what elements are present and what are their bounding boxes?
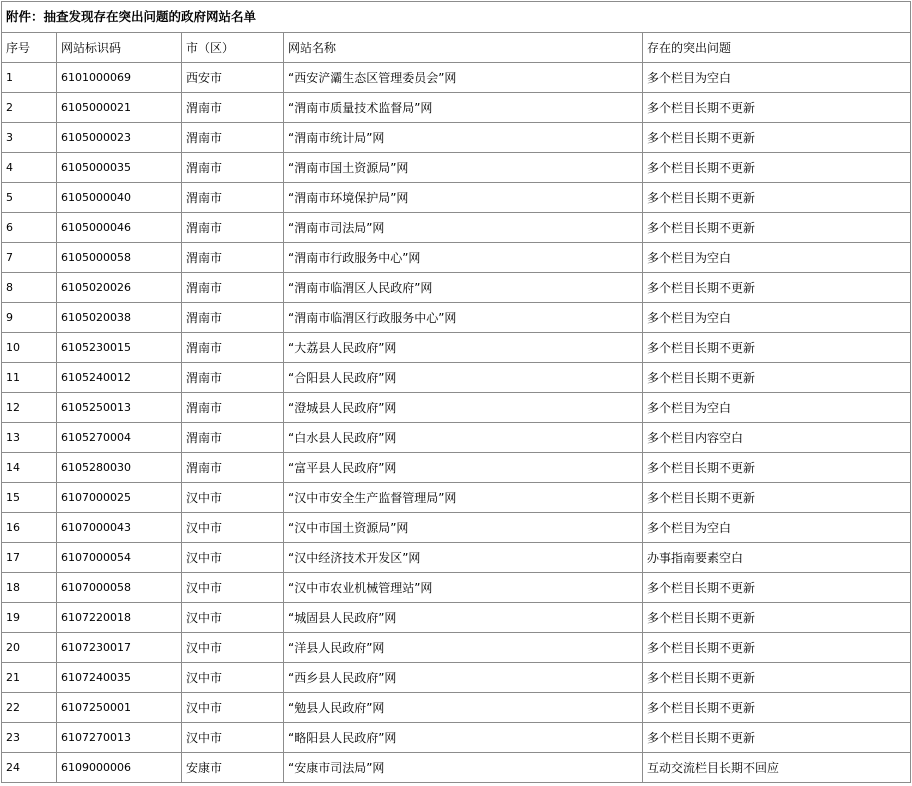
problem-cell: 多个栏目长期不更新 xyxy=(643,573,911,603)
city-cell: 汉中市 xyxy=(182,543,284,573)
city-cell: 渭南市 xyxy=(182,183,284,213)
site-code-cell: 6105020038 xyxy=(57,303,182,333)
table-row xyxy=(2,303,911,333)
header-row xyxy=(2,33,911,63)
problem-cell: 多个栏目内容空白 xyxy=(643,423,911,453)
table-row xyxy=(2,483,911,513)
table-row xyxy=(2,123,911,153)
serial-cell: 18 xyxy=(2,573,57,603)
serial-cell: 4 xyxy=(2,153,57,183)
serial-cell: 2 xyxy=(2,93,57,123)
problem-cell: 多个栏目为空白 xyxy=(643,63,911,93)
site-code-cell: 6105000021 xyxy=(57,93,182,123)
city-cell: 渭南市 xyxy=(182,123,284,153)
table-row xyxy=(2,363,911,393)
problem-cell: 多个栏目长期不更新 xyxy=(643,633,911,663)
serial-cell: 12 xyxy=(2,393,57,423)
problem-cell: 多个栏目长期不更新 xyxy=(643,453,911,483)
problem-cell: 多个栏目为空白 xyxy=(643,393,911,423)
serial-cell: 19 xyxy=(2,603,57,633)
problem-cell: 多个栏目为空白 xyxy=(643,303,911,333)
table-row xyxy=(2,273,911,303)
problem-cell: 互动交流栏目长期不回应 xyxy=(643,753,911,783)
table-row xyxy=(2,423,911,453)
site-name-cell: “安康市司法局”网 xyxy=(284,753,643,783)
site-name-cell: “大荔县人民政府”网 xyxy=(284,333,643,363)
city-cell: 汉中市 xyxy=(182,633,284,663)
site-code-cell: 6107000058 xyxy=(57,573,182,603)
site-code-cell: 6105230015 xyxy=(57,333,182,363)
site-code-cell: 6107000025 xyxy=(57,483,182,513)
site-name-cell: “澄城县人民政府”网 xyxy=(284,393,643,423)
table-row xyxy=(2,453,911,483)
problem-cell: 多个栏目长期不更新 xyxy=(643,333,911,363)
city-cell: 渭南市 xyxy=(182,363,284,393)
serial-cell: 24 xyxy=(2,753,57,783)
serial-cell: 15 xyxy=(2,483,57,513)
serial-cell: 5 xyxy=(2,183,57,213)
problem-cell: 多个栏目长期不更新 xyxy=(643,153,911,183)
site-name-cell: “渭南市临渭区行政服务中心”网 xyxy=(284,303,643,333)
header-city: 市（区） xyxy=(182,33,284,63)
serial-cell: 8 xyxy=(2,273,57,303)
site-name-cell: “洋县人民政府”网 xyxy=(284,633,643,663)
site-name-cell: “渭南市统计局”网 xyxy=(284,123,643,153)
city-cell: 渭南市 xyxy=(182,393,284,423)
site-code-cell: 6107000054 xyxy=(57,543,182,573)
table-row xyxy=(2,93,911,123)
site-name-cell: “白水县人民政府”网 xyxy=(284,423,643,453)
table-row xyxy=(2,153,911,183)
serial-cell: 1 xyxy=(2,63,57,93)
header-problem: 存在的突出问题 xyxy=(643,33,911,63)
serial-cell: 9 xyxy=(2,303,57,333)
city-cell: 渭南市 xyxy=(182,423,284,453)
header-serial: 序号 xyxy=(2,33,57,63)
city-cell: 汉中市 xyxy=(182,663,284,693)
city-cell: 渭南市 xyxy=(182,333,284,363)
city-cell: 汉中市 xyxy=(182,723,284,753)
city-cell: 渭南市 xyxy=(182,153,284,183)
serial-cell: 3 xyxy=(2,123,57,153)
title-row xyxy=(2,2,911,33)
serial-cell: 13 xyxy=(2,423,57,453)
city-cell: 汉中市 xyxy=(182,483,284,513)
site-name-cell: “富平县人民政府”网 xyxy=(284,453,643,483)
site-code-cell: 6105020026 xyxy=(57,273,182,303)
site-name-cell: “城固县人民政府”网 xyxy=(284,603,643,633)
table-row xyxy=(2,63,911,93)
table-row xyxy=(2,543,911,573)
site-code-cell: 6105000046 xyxy=(57,213,182,243)
city-cell: 安康市 xyxy=(182,753,284,783)
site-code-cell: 6107240035 xyxy=(57,663,182,693)
table-row xyxy=(2,663,911,693)
problem-cell: 多个栏目为空白 xyxy=(643,513,911,543)
site-code-cell: 6105000058 xyxy=(57,243,182,273)
city-cell: 汉中市 xyxy=(182,573,284,603)
serial-cell: 22 xyxy=(2,693,57,723)
problem-cell: 多个栏目长期不更新 xyxy=(643,723,911,753)
site-code-cell: 6105270004 xyxy=(57,423,182,453)
problem-cell: 办事指南要素空白 xyxy=(643,543,911,573)
problem-cell: 多个栏目长期不更新 xyxy=(643,123,911,153)
site-code-cell: 6105000023 xyxy=(57,123,182,153)
serial-cell: 16 xyxy=(2,513,57,543)
problem-cell: 多个栏目长期不更新 xyxy=(643,93,911,123)
table-row xyxy=(2,753,911,783)
site-name-cell: “勉县人民政府”网 xyxy=(284,693,643,723)
document-title: 附件：抽查发现存在突出问题的政府网站名单 xyxy=(2,2,911,33)
site-name-cell: “渭南市国土资源局”网 xyxy=(284,153,643,183)
problem-cell: 多个栏目长期不更新 xyxy=(643,603,911,633)
site-name-cell: “汉中市国土资源局”网 xyxy=(284,513,643,543)
serial-cell: 20 xyxy=(2,633,57,663)
site-name-cell: “合阳县人民政府”网 xyxy=(284,363,643,393)
problem-websites-table xyxy=(1,1,911,783)
table-row xyxy=(2,633,911,663)
city-cell: 汉中市 xyxy=(182,603,284,633)
site-name-cell: “渭南市环境保护局”网 xyxy=(284,183,643,213)
problem-cell: 多个栏目长期不更新 xyxy=(643,183,911,213)
header-site-name: 网站名称 xyxy=(284,33,643,63)
table-row xyxy=(2,513,911,543)
city-cell: 西安市 xyxy=(182,63,284,93)
site-name-cell: “西安浐灞生态区管理委员会”网 xyxy=(284,63,643,93)
site-code-cell: 6107230017 xyxy=(57,633,182,663)
site-code-cell: 6109000006 xyxy=(57,753,182,783)
site-name-cell: “渭南市质量技术监督局”网 xyxy=(284,93,643,123)
serial-cell: 23 xyxy=(2,723,57,753)
site-name-cell: “渭南市司法局”网 xyxy=(284,213,643,243)
serial-cell: 6 xyxy=(2,213,57,243)
problem-cell: 多个栏目长期不更新 xyxy=(643,273,911,303)
table-row xyxy=(2,243,911,273)
table-row xyxy=(2,573,911,603)
site-code-cell: 6105240012 xyxy=(57,363,182,393)
site-code-cell: 6107000043 xyxy=(57,513,182,543)
serial-cell: 11 xyxy=(2,363,57,393)
serial-cell: 14 xyxy=(2,453,57,483)
city-cell: 渭南市 xyxy=(182,243,284,273)
table-row xyxy=(2,393,911,423)
problem-cell: 多个栏目长期不更新 xyxy=(643,483,911,513)
site-code-cell: 6105000035 xyxy=(57,153,182,183)
table-row xyxy=(2,333,911,363)
site-name-cell: “汉中市农业机械管理站”网 xyxy=(284,573,643,603)
problem-cell: 多个栏目长期不更新 xyxy=(643,693,911,723)
serial-cell: 21 xyxy=(2,663,57,693)
site-name-cell: “汉中经济技术开发区”网 xyxy=(284,543,643,573)
site-code-cell: 6107250001 xyxy=(57,693,182,723)
city-cell: 汉中市 xyxy=(182,513,284,543)
serial-cell: 17 xyxy=(2,543,57,573)
site-name-cell: “西乡县人民政府”网 xyxy=(284,663,643,693)
problem-cell: 多个栏目长期不更新 xyxy=(643,663,911,693)
site-name-cell: “渭南市行政服务中心”网 xyxy=(284,243,643,273)
site-code-cell: 6101000069 xyxy=(57,63,182,93)
site-code-cell: 6107270013 xyxy=(57,723,182,753)
table-row xyxy=(2,723,911,753)
serial-cell: 7 xyxy=(2,243,57,273)
city-cell: 渭南市 xyxy=(182,273,284,303)
header-site-code: 网站标识码 xyxy=(57,33,182,63)
table-row xyxy=(2,183,911,213)
city-cell: 渭南市 xyxy=(182,213,284,243)
problem-cell: 多个栏目长期不更新 xyxy=(643,363,911,393)
site-code-cell: 6107220018 xyxy=(57,603,182,633)
serial-cell: 10 xyxy=(2,333,57,363)
site-code-cell: 6105280030 xyxy=(57,453,182,483)
site-name-cell: “渭南市临渭区人民政府”网 xyxy=(284,273,643,303)
city-cell: 汉中市 xyxy=(182,693,284,723)
table-row xyxy=(2,693,911,723)
city-cell: 渭南市 xyxy=(182,93,284,123)
site-code-cell: 6105250013 xyxy=(57,393,182,423)
problem-cell: 多个栏目长期不更新 xyxy=(643,213,911,243)
city-cell: 渭南市 xyxy=(182,453,284,483)
site-code-cell: 6105000040 xyxy=(57,183,182,213)
site-name-cell: “略阳县人民政府”网 xyxy=(284,723,643,753)
site-name-cell: “汉中市安全生产监督管理局”网 xyxy=(284,483,643,513)
problem-cell: 多个栏目为空白 xyxy=(643,243,911,273)
table-row xyxy=(2,213,911,243)
table-row xyxy=(2,603,911,633)
city-cell: 渭南市 xyxy=(182,303,284,333)
